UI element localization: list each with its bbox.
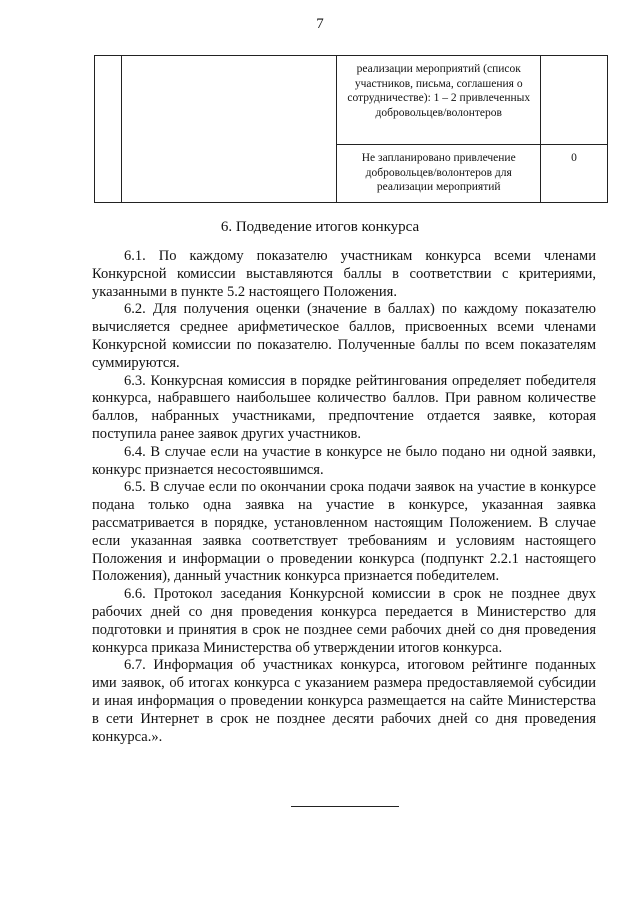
- criterion-text: реализации мероприятий (список участников, письма, соглашения о сотрудничестве): 1 – 2 привлеченных добровольцев/волонтеров: [347, 63, 531, 119]
- table-cell-number: [95, 56, 122, 203]
- paragraph-6-3: 6.3. Конкурсная комиссия в порядке рейтингования определяет победителя конкурса, набравшего наибольшее количество баллов. При равном количестве баллов, набранных участниками, предпочтение отдается заявке, которая поступила ранее заявок других участников.: [92, 372, 596, 442]
- table-cell-criterion: [337, 56, 541, 145]
- criterion-text: Не запланировано привлечение добровольцев/волонтеров для реализации мероприятий: [361, 152, 516, 193]
- table-cell-score: [541, 56, 608, 145]
- paragraph-6-6: 6.6. Протокол заседания Конкурсной комиссии в срок не позднее двух рабочих дней со дня проведения конкурса передается в Министерство для подготовки и принятия в срок не позднее семи рабочих дней со дня проведения конкурса приказа Министерства об утверждении итогов конкурса.: [92, 586, 596, 656]
- paragraph-6-2: 6.2. Для получения оценки (значение в баллах) по каждому показателю вычисляется среднее арифметическое баллов, присвоенных всеми членами Конкурсной комиссии по показателю. Полученные баллы по всем показателям суммируются.: [92, 301, 596, 371]
- paragraph-6-5: 6.5. В случае если по окончании срока подачи заявок на участие в конкурсе подана только одна заявка на участие в конкурсе, указанная заявка рассматривается в порядке, установленном настоящим Положением. В случае если указанная заявка соответствует требованиям и условиям настоящего Положения и информации о проведении конкурса (подпункт 2.2.1 настоящего Положения), данный участник конкурса признается победителем.: [92, 479, 596, 585]
- paragraph-6-4: 6.4. В случае если на участие в конкурсе не было подано ни одной заявки, конкурс признается несостоявшимся.: [92, 443, 596, 478]
- table-row: [95, 56, 608, 145]
- criteria-table: [94, 55, 608, 203]
- paragraph-6-1: 6.1. По каждому показателю участникам конкурса всеми членами Конкурсной комиссии выставляются баллы в соответствии с критериями, указанными в пункте 5.2 настоящего Положения.: [92, 248, 596, 300]
- section-heading: 6. Подведение итогов конкурса: [220, 219, 420, 235]
- section-body: [92, 248, 596, 746]
- score-text: 0: [571, 152, 577, 164]
- table-cell-score: [541, 145, 608, 203]
- score-text: [541, 56, 607, 67]
- end-divider: [291, 806, 399, 807]
- page-number: 7: [316, 16, 324, 32]
- table-cell-criterion: [337, 145, 541, 203]
- table-cell-indicator: [121, 56, 336, 203]
- paragraph-6-7: 6.7. Информация об участниках конкурса, итоговом рейтинге поданных ими заявок, об итогах конкурса с указанием размера предоставляемой субсидии и иная информация о проведении конкурса размещается на сайте Министерства в сети Интернет в срок не позднее десяти рабочих дней со дня проведения конкурса.».: [92, 657, 596, 745]
